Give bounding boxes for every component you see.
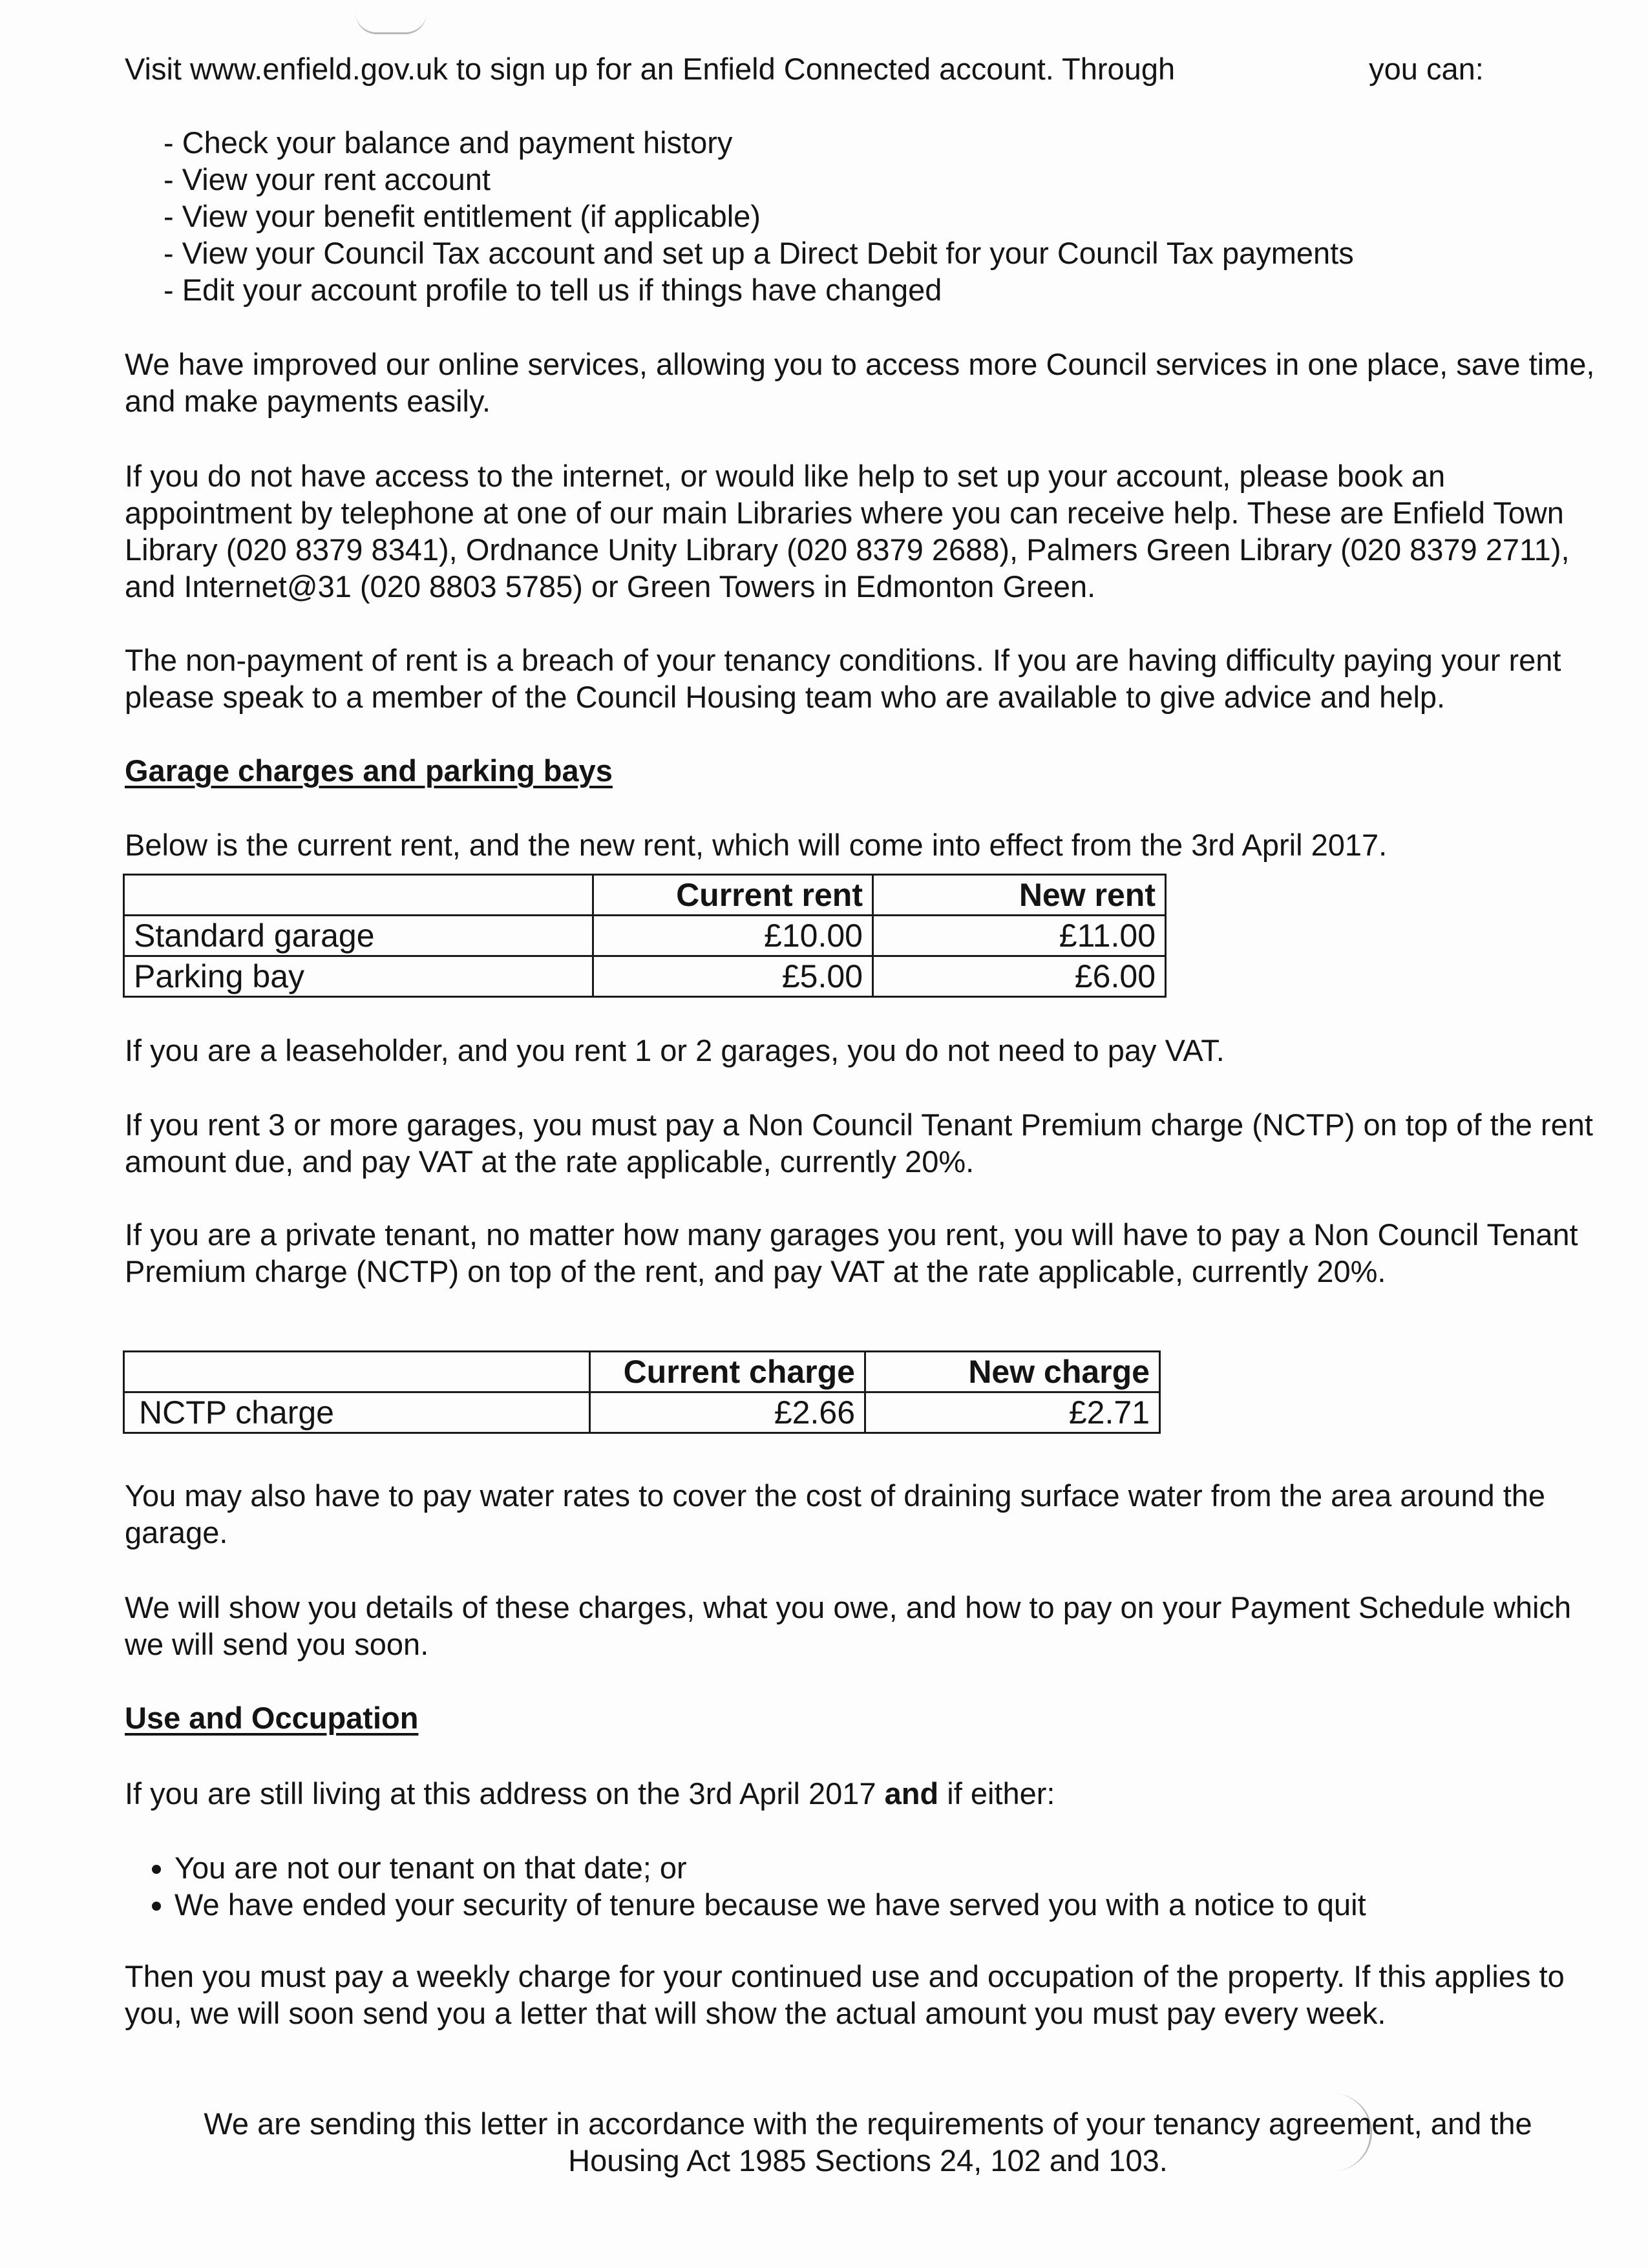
table-header xyxy=(124,1352,590,1392)
payment-schedule-paragraph: We will show you details of these charges, what you owe, and how to pay on your Payment Schedule which we will send you soon. xyxy=(125,1590,1572,1661)
closing-line: Housing Act 1985 Sections 24, 102 and 103. xyxy=(568,2143,1168,2178)
table-header-row xyxy=(124,1352,1160,1392)
garage-heading: Garage charges and parking bays xyxy=(125,753,613,788)
three-or-more-paragraph: If you rent 3 or more garages, you must pay a Non Council Tenant Premium charge (NCTP) on top of the rent amount due, and pay VAT at the rate applicable, currently 20%. xyxy=(125,1108,1593,1179)
intro-line xyxy=(125,50,1611,87)
occupation-bullets xyxy=(129,1849,1616,1923)
weekly-charge-paragraph: Then you must pay a weekly charge for your continued use and occupation of the property. If this applies to you, we will soon send you a letter that will show the actual amount you must pay every week. xyxy=(125,1959,1565,2030)
private-tenant-paragraph: If you are a private tenant, no matter how many garages you rent, you will have to pay a Non Council Tenant Premium charge (NCTP) on top of the rent, and pay VAT at the rate applicable, currently 20%. xyxy=(125,1217,1578,1288)
closing-line: We are sending this letter in accordance with the requirements of your tenancy agreement, and the xyxy=(204,2106,1532,2141)
table-header-row xyxy=(124,875,1166,916)
intro-section xyxy=(125,50,1611,87)
table-cell: Standard garage xyxy=(124,916,593,956)
list-item: - Check your balance and payment history xyxy=(164,125,733,160)
table-cell: NCTP charge xyxy=(124,1392,590,1433)
occupation-intro-end: if either: xyxy=(947,1776,1055,1811)
non-payment-paragraph: The non-payment of rent is a breach of your tenancy conditions. If you are having difficulty paying your rent please speak to a member of the Council Housing team who are available to give advice and help. xyxy=(125,643,1561,714)
improved-services-paragraph: We have improved our online services, allowing you to access more Council services in one place, save time, and make payments easily. xyxy=(125,347,1595,418)
table-header xyxy=(124,875,593,916)
table-cell: £10.00 xyxy=(593,916,873,956)
table-row xyxy=(124,916,1166,956)
table-header: Current rent xyxy=(593,875,873,916)
occupation-heading: Use and Occupation xyxy=(125,1701,419,1735)
occupation-intro-start: If you are still living at this address on the 3rd April 2017 xyxy=(125,1776,876,1811)
table-cell: Parking bay xyxy=(124,956,593,997)
water-rates-paragraph: You may also have to pay water rates to cover the cost of draining surface water from the area around the garage. xyxy=(125,1478,1546,1549)
intro-list xyxy=(164,124,1648,308)
table-row xyxy=(124,1392,1160,1433)
intro-line-end: you can: xyxy=(1369,52,1484,86)
list-item: - View your benefit entitlement (if applicable) xyxy=(164,199,761,233)
list-item: - View your Council Tax account and set up a Direct Debit for your Council Tax payments xyxy=(164,236,1354,270)
table-cell: £2.66 xyxy=(590,1392,865,1433)
list-item: • We have ended your security of tenure because we have served you with a notice to quit xyxy=(174,1886,1616,1923)
table-cell: £2.71 xyxy=(865,1392,1160,1433)
table-header: New charge xyxy=(865,1352,1160,1392)
occupation-intro-bold: and xyxy=(884,1776,939,1811)
table-cell: £6.00 xyxy=(873,956,1166,997)
table-header: Current charge xyxy=(590,1352,865,1392)
table-header: New rent xyxy=(873,875,1166,916)
list-item: - View your rent account xyxy=(164,162,491,196)
scan-mark xyxy=(355,13,427,34)
table-row xyxy=(124,956,1166,997)
closing-statement xyxy=(125,2105,1611,2179)
rent-table xyxy=(123,874,1167,998)
list-item: - Edit your account profile to tell us if things have changed xyxy=(164,273,942,307)
list-item: • You are not our tenant on that date; or xyxy=(174,1849,1616,1886)
intro-line-start: Visit www.enfield.gov.uk to sign up for an Enfield Connected account. Through xyxy=(125,52,1176,86)
leaseholder-paragraph: If you are a leaseholder, and you rent 1 or 2 garages, you do not need to pay VAT. xyxy=(125,1033,1225,1067)
table-cell: £11.00 xyxy=(873,916,1166,956)
no-internet-paragraph: If you do not have access to the internet, or would like help to set up your account, please book an appointment by telephone at one of our main Libraries where you can receive help. These are Enfield Town Library (020 8379 8341), Ordnance Unity Library (020 8379 2688), Palmers Green Library (020 8379 2711), and Internet@31 (020 8803 5785) or Green Towers in Edmonton Green. xyxy=(125,459,1570,604)
nctp-table xyxy=(123,1350,1161,1434)
table-cell: £5.00 xyxy=(593,956,873,997)
garage-intro: Below is the current rent, and the new rent, which will come into effect from the 3rd April 2017. xyxy=(125,828,1388,862)
occupation-intro xyxy=(125,1775,1611,1812)
